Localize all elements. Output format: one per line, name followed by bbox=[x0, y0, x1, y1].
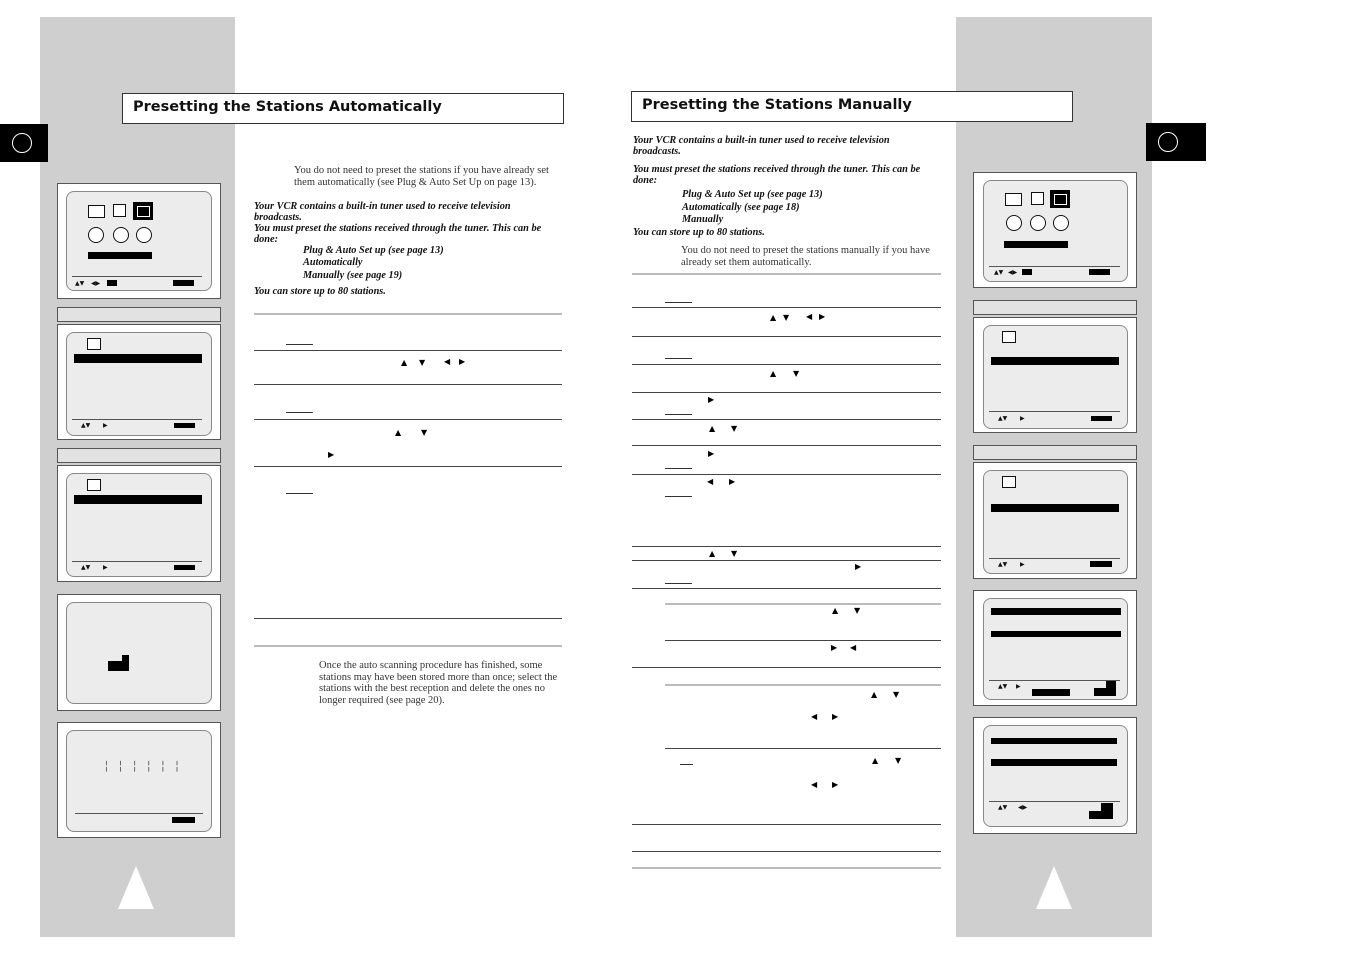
tv-screen bbox=[983, 598, 1128, 700]
left-title-box bbox=[122, 93, 564, 124]
updown-hint: ▲▼ bbox=[998, 415, 1008, 422]
left-step-rule bbox=[254, 419, 562, 420]
left-intro-1: Your VCR contains a built-in tuner used to receive television broadcasts. bbox=[254, 201, 511, 223]
copy-icon bbox=[1031, 192, 1044, 205]
right-tv-program-list bbox=[973, 590, 1137, 706]
right-sub-rule bbox=[665, 603, 941, 605]
left-underline bbox=[286, 344, 313, 345]
tv-screen bbox=[66, 191, 212, 291]
right-step-rule bbox=[632, 336, 941, 337]
right-tv-program-edit bbox=[973, 717, 1137, 834]
folder-icon bbox=[87, 338, 101, 350]
right-sub-step-rule bbox=[665, 748, 941, 749]
right-step-rule bbox=[632, 851, 941, 852]
right-underline bbox=[665, 414, 692, 415]
right-rule bbox=[632, 867, 941, 869]
left-tv-install bbox=[57, 324, 221, 440]
smiley-icon bbox=[1030, 215, 1046, 231]
updown-hint: ▲▼ bbox=[81, 564, 91, 571]
exit-box bbox=[173, 280, 194, 286]
up-arrow-icon: ▲ bbox=[832, 606, 839, 615]
divider bbox=[989, 680, 1120, 681]
left-store-text: You can store up to 80 stations. bbox=[254, 286, 386, 297]
right-arrow-icon: ▶ bbox=[708, 449, 715, 458]
right-step-rule bbox=[632, 824, 941, 825]
right-hint: ▶ bbox=[1020, 415, 1025, 422]
left-arrow-icon: ◀ bbox=[444, 357, 451, 366]
select-box bbox=[1022, 269, 1032, 275]
globe-icon bbox=[1053, 215, 1069, 231]
exit-box bbox=[1090, 561, 1112, 567]
right-underline bbox=[665, 468, 692, 469]
right-underline bbox=[665, 583, 692, 584]
right-arrow-icon: ▶ bbox=[459, 357, 466, 366]
right-option-3: Manually bbox=[682, 214, 724, 225]
select-box bbox=[107, 280, 117, 286]
right-tv-menu bbox=[973, 172, 1137, 288]
selected-menu-icon bbox=[1050, 190, 1070, 208]
left-rule bbox=[254, 645, 562, 647]
left-step-band-1 bbox=[57, 307, 221, 322]
right-arrow-icon: ▶ bbox=[832, 712, 839, 721]
divider bbox=[72, 419, 202, 420]
tv-screen bbox=[66, 602, 212, 704]
exit-box bbox=[174, 423, 195, 428]
right-step-rule bbox=[632, 474, 941, 475]
right-step-rule bbox=[632, 364, 941, 365]
divider bbox=[72, 276, 202, 277]
right-tv-install bbox=[973, 317, 1137, 433]
left-option-1: Plug & Auto Set up (see page 13) bbox=[303, 245, 444, 256]
select-box bbox=[1032, 689, 1070, 696]
left-arrow-icon: ◀ bbox=[707, 477, 714, 486]
tv-screen bbox=[66, 473, 212, 577]
right-step-band-1 bbox=[973, 300, 1137, 315]
leftright-hint: ◀▶ bbox=[1008, 269, 1018, 276]
left-step-rule bbox=[254, 350, 562, 351]
left-page-title: Presetting the Stations Automatically bbox=[133, 99, 442, 115]
folder-icon bbox=[1002, 331, 1016, 343]
leftright-hint: ◀▶ bbox=[91, 280, 101, 287]
highlight-bar bbox=[991, 631, 1121, 637]
leftright-hint: ◀▶ bbox=[1018, 804, 1028, 811]
divider bbox=[989, 411, 1120, 412]
right-step-rule bbox=[632, 560, 941, 561]
down-arrow-icon: ▼ bbox=[421, 428, 428, 437]
left-step-rule bbox=[254, 618, 562, 619]
right-step-rule bbox=[632, 546, 941, 547]
left-footer-note: Once the auto scanning procedure has finished, some stations may have been stored more than once; select the stations with the best reception and delete the ones no longer required (see page 20). bbox=[319, 660, 558, 706]
left-underline bbox=[286, 493, 313, 494]
up-arrow-icon: ▲ bbox=[871, 690, 878, 699]
left-step-rule bbox=[254, 466, 562, 467]
right-rule bbox=[632, 273, 941, 275]
divider bbox=[989, 801, 1120, 802]
left-underline bbox=[286, 412, 313, 413]
down-arrow-icon: ▼ bbox=[854, 606, 861, 615]
clock-icon bbox=[1006, 215, 1022, 231]
highlight-bar bbox=[991, 759, 1117, 766]
exit-box bbox=[1089, 269, 1110, 275]
exit-box bbox=[1106, 681, 1116, 688]
right-arrow-icon: ▶ bbox=[328, 450, 335, 459]
clock-icon bbox=[88, 227, 104, 243]
left-tv-menu bbox=[57, 183, 221, 299]
right-step-rule bbox=[632, 392, 941, 393]
right-step-rule bbox=[632, 667, 941, 668]
highlight-bar bbox=[991, 504, 1119, 512]
right-underline bbox=[680, 764, 693, 765]
left-note-text: You do not need to preset the stations if you have already set them automatically (see Plug & Auto Set Up on page 13). bbox=[294, 165, 549, 188]
left-arrow-icon: ◀ bbox=[850, 643, 857, 652]
right-arrow-icon: ▶ bbox=[832, 780, 839, 789]
highlight-bar bbox=[74, 495, 202, 504]
right-note-text: You do not need to preset the stations manually if you have already set them automatically. bbox=[681, 245, 930, 268]
smiley-icon bbox=[113, 227, 129, 243]
right-step-rule bbox=[632, 419, 941, 420]
down-arrow-icon: ▼ bbox=[893, 690, 900, 699]
right-option-2: Automatically (see page 18) bbox=[682, 202, 800, 213]
up-arrow-icon: ▲ bbox=[709, 424, 716, 433]
right-option-1: Plug & Auto Set up (see page 13) bbox=[682, 189, 823, 200]
right-hint: ▶ bbox=[103, 422, 108, 429]
right-hint: ▶ bbox=[103, 564, 108, 571]
updown-hint: ▲▼ bbox=[998, 804, 1008, 811]
scan-indicator: ╎ ╎ ╎ ╎ ╎ ╎ bbox=[103, 760, 183, 773]
right-title-box bbox=[631, 91, 1073, 122]
left-chapter-tab bbox=[0, 124, 48, 162]
left-step-band-2 bbox=[57, 448, 221, 463]
up-arrow-icon: ▲ bbox=[401, 358, 408, 367]
tv-screen bbox=[983, 470, 1128, 574]
up-arrow-icon: ▲ bbox=[395, 428, 402, 437]
left-tv-autoset bbox=[57, 465, 221, 582]
vcr-icon bbox=[88, 205, 105, 218]
right-arrow-icon: ▶ bbox=[855, 562, 862, 571]
down-arrow-icon: ▼ bbox=[783, 313, 790, 322]
exit-box bbox=[172, 817, 195, 823]
right-chapter-tab bbox=[1146, 123, 1206, 161]
down-arrow-icon: ▼ bbox=[731, 549, 738, 558]
highlight-bar bbox=[88, 252, 152, 259]
circle-icon bbox=[12, 133, 32, 153]
divider bbox=[989, 266, 1120, 267]
copy-icon bbox=[113, 204, 126, 217]
exit-box bbox=[1091, 416, 1112, 421]
left-tv-scanning bbox=[57, 722, 221, 838]
highlight-bar bbox=[74, 354, 202, 363]
up-arrow-icon: ▲ bbox=[770, 313, 777, 322]
right-sub-step-rule bbox=[665, 640, 941, 641]
right-step-rule bbox=[632, 307, 941, 308]
left-arrow-icon: ◀ bbox=[811, 712, 818, 721]
globe-icon bbox=[136, 227, 152, 243]
tv-screen bbox=[66, 332, 212, 436]
left-triangle-icon bbox=[118, 866, 154, 909]
exit-box bbox=[1094, 688, 1116, 696]
highlight-bar bbox=[991, 357, 1119, 365]
right-intro-1: Your VCR contains a built-in tuner used to receive television broadcasts. bbox=[633, 135, 890, 157]
highlight-bar bbox=[991, 738, 1117, 744]
folder-icon bbox=[87, 479, 101, 491]
left-tv-progress bbox=[57, 594, 221, 711]
right-underline bbox=[665, 302, 692, 303]
exit-box bbox=[1101, 803, 1113, 811]
right-page-title: Presetting the Stations Manually bbox=[642, 97, 912, 113]
tv-screen bbox=[983, 325, 1128, 429]
down-arrow-icon: ▼ bbox=[419, 358, 426, 367]
right-arrow-icon: ▶ bbox=[729, 477, 736, 486]
up-arrow-icon: ▲ bbox=[770, 369, 777, 378]
divider bbox=[72, 561, 202, 562]
right-hint: ▶ bbox=[1016, 683, 1021, 690]
vcr-icon bbox=[1005, 193, 1022, 206]
right-intro-2: You must preset the stations received through the tuner. This can be done: bbox=[633, 164, 921, 186]
progress-block bbox=[122, 655, 129, 661]
right-triangle-icon bbox=[1036, 866, 1072, 909]
right-tv-manual bbox=[973, 462, 1137, 579]
tv-screen bbox=[983, 180, 1128, 282]
right-step-band-2 bbox=[973, 445, 1137, 460]
right-underline bbox=[665, 358, 692, 359]
left-arrow-icon: ◀ bbox=[811, 780, 818, 789]
exit-box bbox=[174, 565, 195, 570]
updown-hint: ▲▼ bbox=[994, 269, 1004, 276]
highlight-bar bbox=[1004, 241, 1068, 248]
right-arrow-icon: ▶ bbox=[708, 395, 715, 404]
updown-hint: ▲▼ bbox=[81, 422, 91, 429]
updown-hint: ▲▼ bbox=[998, 683, 1008, 690]
down-arrow-icon: ▼ bbox=[731, 424, 738, 433]
updown-hint: ▲▼ bbox=[75, 280, 85, 287]
left-option-3: Manually (see page 19) bbox=[303, 270, 403, 281]
right-step-rule bbox=[632, 445, 941, 446]
selected-menu-icon bbox=[133, 202, 153, 220]
tv-screen bbox=[66, 730, 212, 832]
right-step-rule bbox=[632, 588, 941, 589]
right-arrow-icon: ▶ bbox=[819, 312, 826, 321]
tv-screen bbox=[983, 725, 1128, 827]
down-arrow-icon: ▼ bbox=[793, 369, 800, 378]
right-hint: ▶ bbox=[1020, 561, 1025, 568]
down-arrow-icon: ▼ bbox=[895, 756, 902, 765]
left-option-2: Automatically bbox=[303, 257, 363, 268]
progress-block bbox=[108, 661, 129, 671]
exit-box bbox=[1089, 811, 1113, 819]
left-intro-2: You must preset the stations received through the tuner. This can be done: bbox=[254, 223, 542, 245]
folder-icon bbox=[1002, 476, 1016, 488]
right-store-text: You can store up to 80 stations. bbox=[633, 227, 765, 238]
left-arrow-icon: ◀ bbox=[806, 312, 813, 321]
right-arrow-icon: ▶ bbox=[831, 643, 838, 652]
updown-hint: ▲▼ bbox=[998, 561, 1008, 568]
right-sub-rule bbox=[665, 684, 941, 686]
divider bbox=[75, 813, 203, 814]
left-step-rule bbox=[254, 384, 562, 385]
up-arrow-icon: ▲ bbox=[709, 549, 716, 558]
highlight-bar bbox=[991, 608, 1121, 615]
up-arrow-icon: ▲ bbox=[872, 756, 879, 765]
left-rule bbox=[254, 313, 562, 315]
divider bbox=[989, 558, 1120, 559]
right-underline bbox=[665, 496, 692, 497]
circle-icon bbox=[1158, 132, 1178, 152]
